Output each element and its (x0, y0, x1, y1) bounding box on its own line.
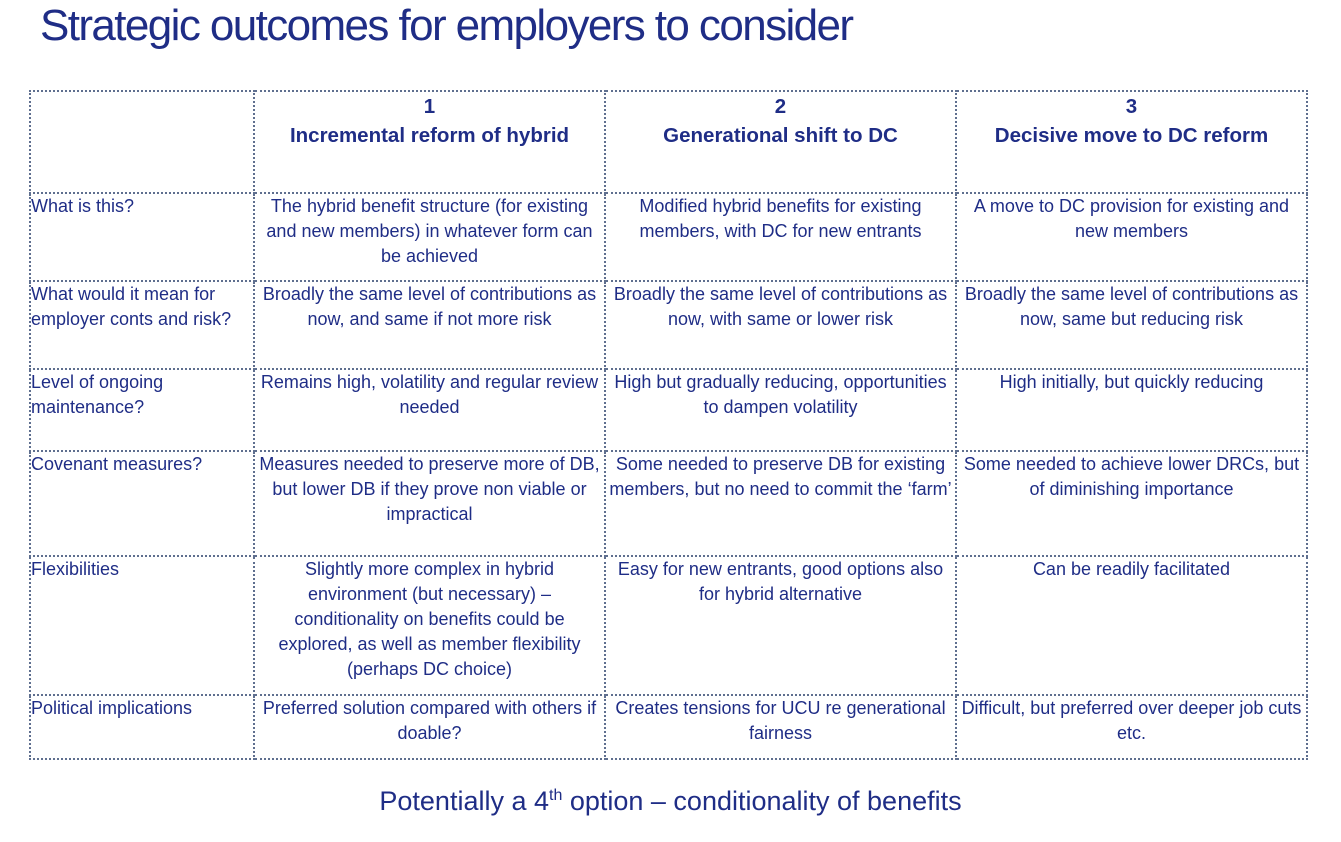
table-cell: Some needed to achieve lower DRCs, but of diminishing importance (956, 451, 1307, 556)
table-cell: Easy for new entrants, good options also for hybrid alternative (605, 556, 956, 695)
table-row (30, 695, 1307, 759)
table-cell: Difficult, but preferred over deeper job cuts etc. (956, 695, 1307, 759)
table-cell: High initially, but quickly reducing (956, 369, 1307, 451)
column-header-3 (956, 91, 1307, 193)
outcomes-table (29, 90, 1308, 760)
table-cell: A move to DC provision for existing and new members (956, 193, 1307, 281)
column-number: 2 (774, 95, 787, 118)
table-row (30, 369, 1307, 451)
footnote-text-end: option – conditionality of benefits (562, 786, 962, 816)
table-cell: Slightly more complex in hybrid environment (but necessary) – conditionality on benefits could be explored, as well as member flexibility (perhaps DC choice) (254, 556, 605, 695)
row-label: Level of ongoing maintenance? (30, 369, 254, 451)
column-number: 3 (1125, 95, 1138, 118)
table-row (30, 193, 1307, 281)
table-cell: The hybrid benefit structure (for existing and new members) in whatever form can be achieved (254, 193, 605, 281)
slide-title: Strategic outcomes for employers to consider (40, 1, 853, 50)
column-number: 1 (423, 95, 436, 118)
footnote (0, 786, 1341, 817)
footnote-text-start: Potentially a 4 (379, 786, 549, 816)
table-cell: Measures needed to preserve more of DB, but lower DB if they prove non viable or impractical (254, 451, 605, 556)
column-header-1 (254, 91, 605, 193)
table-cell: Broadly the same level of contributions as now, and same if not more risk (254, 281, 605, 369)
column-title: Decisive move to DC reform (994, 124, 1269, 147)
column-title: Generational shift to DC (663, 124, 898, 147)
row-label: Covenant measures? (30, 451, 254, 556)
table-cell: Broadly the same level of contributions as now, with same or lower risk (605, 281, 956, 369)
footnote-superscript: th (549, 787, 563, 804)
table-row (30, 281, 1307, 369)
table-cell: Preferred solution compared with others if doable? (254, 695, 605, 759)
table-cell: Some needed to preserve DB for existing members, but no need to commit the ‘farm’ (605, 451, 956, 556)
column-title: Incremental reform of hybrid (289, 124, 570, 147)
table-cell: Remains high, volatility and regular review needed (254, 369, 605, 451)
row-label: What is this? (30, 193, 254, 281)
table-cell: Broadly the same level of contributions as now, same but reducing risk (956, 281, 1307, 369)
row-label: Political implications (30, 695, 254, 759)
row-label: What would it mean for employer conts and risk? (30, 281, 254, 369)
table-cell: Modified hybrid benefits for existing members, with DC for new entrants (605, 193, 956, 281)
header-corner-cell (30, 91, 254, 193)
row-label: Flexibilities (30, 556, 254, 695)
table-header-row (30, 91, 1307, 193)
table-cell: Creates tensions for UCU re generational fairness (605, 695, 956, 759)
table-cell: High but gradually reducing, opportunities to dampen volatility (605, 369, 956, 451)
table-row (30, 556, 1307, 695)
column-header-2 (605, 91, 956, 193)
table-cell: Can be readily facilitated (956, 556, 1307, 695)
table-row (30, 451, 1307, 556)
